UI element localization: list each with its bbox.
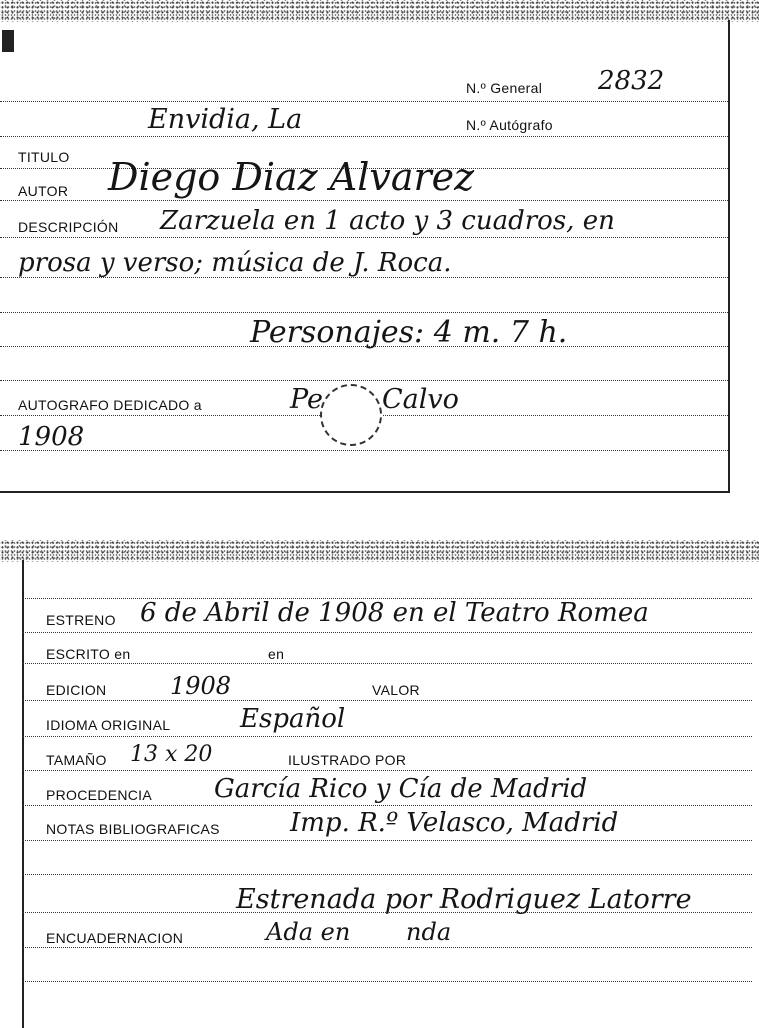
- autograph-number-label: N.º Autógrafo: [466, 117, 553, 133]
- ruled-line: [0, 312, 728, 313]
- binding-value-end: nda: [406, 918, 452, 946]
- edition-value: 1908: [170, 672, 232, 700]
- provenance-label: PROCEDENCIA: [46, 787, 152, 803]
- premiere-value: 6 de Abril de 1908 en el Teatro Romea: [140, 598, 649, 628]
- dedication-note: Estrenada por Rodriguez Latorre: [236, 884, 692, 915]
- ruled-line: [0, 200, 728, 201]
- year-value: 1908: [18, 422, 85, 452]
- catalog-card-front: [0, 0, 759, 495]
- title-value: Envidia, La: [148, 104, 303, 135]
- ruled-line: [22, 663, 752, 664]
- ruled-line: [0, 380, 728, 381]
- ruled-line: [22, 840, 752, 841]
- ruled-line: [22, 632, 752, 633]
- card-edge-texture: [0, 0, 759, 22]
- card-border-bottom: [0, 491, 730, 493]
- written-on-label: en: [268, 646, 285, 662]
- ruled-line: [22, 736, 752, 737]
- value-label: VALOR: [372, 682, 420, 698]
- description-line-1: Zarzuela en 1 acto y 3 cuadros, en: [160, 206, 615, 236]
- original-language-value: Español: [240, 704, 346, 734]
- general-number-value: 2832: [598, 66, 665, 96]
- card-border-left: [22, 560, 24, 1028]
- card-edge-texture: [0, 540, 759, 562]
- author-label: AUTOR: [18, 183, 69, 199]
- corner-mark: [2, 30, 14, 52]
- catalog-card-back: [0, 540, 759, 1028]
- ruled-line: [22, 805, 752, 806]
- written-in-label: ESCRITO en: [46, 646, 131, 662]
- personajes-note: Personajes: 4 m. 7 h.: [250, 315, 568, 350]
- description-label: DESCRIPCIÓN: [18, 219, 119, 235]
- ruled-line: [22, 700, 752, 701]
- card-border-right: [728, 20, 730, 492]
- ruled-line: [22, 947, 752, 948]
- ruled-line: [0, 237, 728, 238]
- bibliographic-notes-label: NOTAS BIBLIOGRAFICAS: [46, 821, 220, 837]
- stamp-circle: [320, 384, 382, 446]
- bibliographic-notes-value: Imp. R.º Velasco, Madrid: [290, 808, 619, 838]
- illustrated-by-label: ILUSTRADO POR: [288, 752, 407, 768]
- ruled-line: [22, 981, 752, 982]
- edition-label: EDICION: [46, 682, 107, 698]
- ruled-line: [0, 101, 728, 102]
- size-label: TAMAÑO: [46, 752, 107, 768]
- dedicated-to-end: Calvo: [382, 384, 459, 415]
- size-value: 13 x 20: [130, 742, 213, 767]
- title-label: TITULO: [18, 149, 70, 165]
- binding-label: ENCUADERNACION: [46, 930, 184, 946]
- ruled-line: [0, 136, 728, 137]
- premiere-label: ESTRENO: [46, 612, 116, 628]
- general-number-label: N.º General: [466, 80, 543, 96]
- dedicated-to-start: Pe: [290, 384, 323, 415]
- original-language-label: IDIOMA ORIGINAL: [46, 717, 171, 733]
- author-value: Diego Diaz Alvarez: [108, 155, 475, 199]
- ruled-line: [22, 874, 752, 875]
- binding-value-start: Ada en: [266, 918, 351, 946]
- ruled-line: [22, 770, 752, 771]
- dedicated-autograph-label: AUTOGRAFO DEDICADO a: [18, 397, 202, 413]
- ruled-line: [0, 450, 728, 451]
- provenance-value: García Rico y Cía de Madrid: [214, 774, 588, 804]
- description-line-2: prosa y verso; música de J. Roca.: [18, 248, 452, 278]
